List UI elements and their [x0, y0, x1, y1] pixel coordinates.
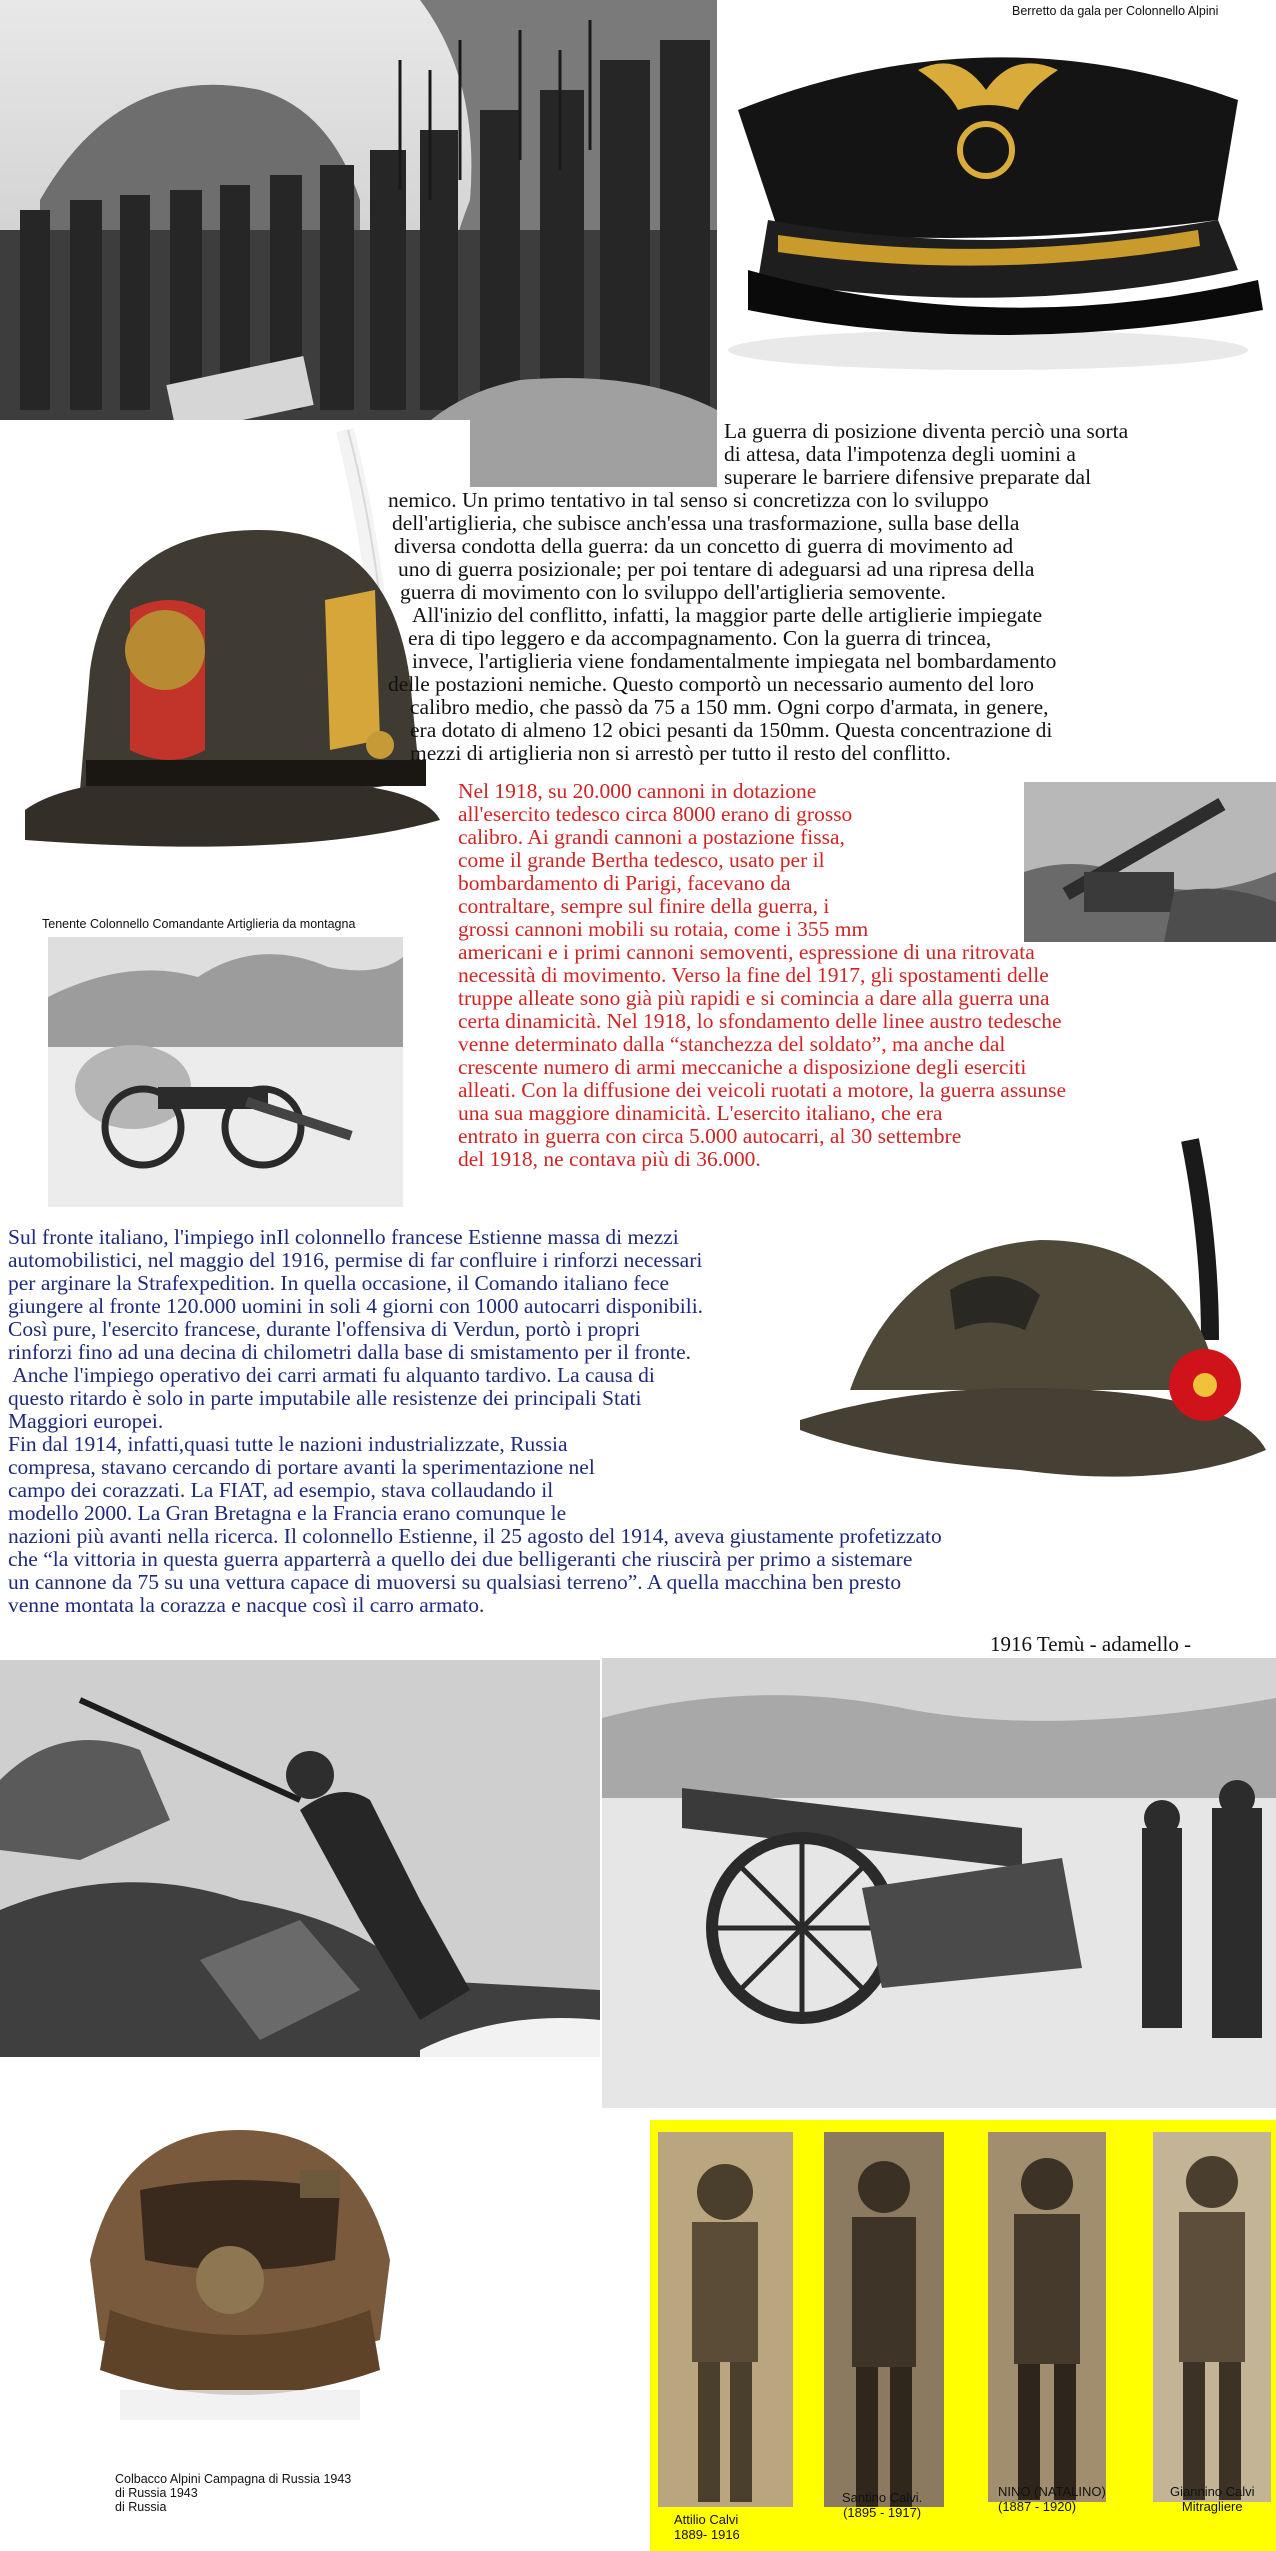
red-line-9: necessità di movimento. Verso la fine del 1917, gli spostamenti delle: [458, 963, 1049, 987]
black-line-8: guerra di movimento con lo sviluppo dell'artiglieria semovente.: [400, 580, 947, 604]
black-line-6: diversa condotta della guerra: da un concetto di guerra di movimento ad: [394, 534, 1014, 558]
black-line-14: era dotato di almeno 12 obici pesanti da 150mm. Questa concentrazione di: [410, 718, 1053, 742]
caption-colbacco-line-3: di Russia: [115, 2500, 167, 2514]
navy-line-10: Fin dal 1914, infatti,quasi tutte le nazioni industrializzate, Russia: [8, 1432, 568, 1456]
portrait-name-2: Santino Calvi.: [842, 2490, 923, 2505]
navy-line-8: questo ritardo è solo in parte imputabile alle resistenze dei principali Stati: [8, 1386, 642, 1410]
caption-colbacco: [115, 2472, 351, 2514]
black-line-11: invece, l'artiglieria viene fondamentalmente impiegata nel bombardamento: [412, 649, 1057, 673]
navy-line-4: giungere al fronte 120.000 uomini in soli 4 giorni con 1000 autocarri disponibili.: [8, 1294, 704, 1318]
red-line-16: entrato in guerra con circa 5.000 autocarri, al 30 settembre: [458, 1124, 962, 1148]
black-line-5: dell'artiglieria, che subisce anch'essa una trasformazione, sulla base della: [392, 511, 1020, 535]
red-line-14: alleati. Con la diffusione dei veicoli ruotati a motore, la guerra assunse: [458, 1078, 1066, 1102]
black-line-12: delle postazioni nemiche. Questo comportò un necessario aumento del loro: [388, 672, 1035, 696]
red-line-17: del 1918, ne contava più di 36.000.: [458, 1147, 761, 1171]
red-line-6: contraltare, sempre sul finire della guerra, i: [458, 894, 830, 918]
red-line-12: venne determinato dalla “stanchezza del soldato”, ma anche dal: [458, 1032, 1006, 1056]
black-line-2: di attesa, data l'impotenza degli uomini a: [724, 442, 1076, 466]
red-line-8: americani e i primi cannoni semoventi, espressione di una ritrovata: [458, 940, 1035, 964]
portrait-caption-2: [842, 2490, 922, 2520]
alpini-feather-hat-photo: [790, 1130, 1276, 1510]
navy-line-16: un cannone da 75 su una vettura capace di muoversi su qualsiasi terreno”. A quella macchina ben presto: [8, 1570, 902, 1594]
portrait-2: [824, 2132, 944, 2507]
soldier-rifle-photo: [0, 1660, 600, 2057]
portrait-name-3: NINO (NATALINO): [998, 2484, 1106, 2499]
portrait-name-1: Attilio Calvi: [674, 2512, 739, 2527]
caption-temu-adamello: 1916 Temù - adamello -: [990, 1632, 1192, 1656]
colbacco-photo: [80, 2110, 400, 2440]
navy-line-12: campo dei corazzati. La FIAT, ad esempio, stava collaudando il: [8, 1478, 554, 1502]
red-line-11: certa dinamicità. Nel 1918, lo sfondamento delle linee austro tedesche: [458, 1009, 1062, 1033]
portrait-caption-1: [674, 2512, 740, 2542]
big-cannon-photo: [602, 1658, 1276, 2108]
red-line-15: una sua maggiore dinamicità. L'esercito italiano, che era: [458, 1101, 943, 1125]
caption-artillery-hat: Tenente Colonnello Comandante Artiglieria da montagna: [42, 917, 356, 931]
portrait-name-4: Giannino Calvi: [1170, 2484, 1255, 2499]
black-line-4: nemico. Un primo tentativo in tal senso si concretizza con lo sviluppo: [388, 488, 989, 512]
navy-line-1: Sul fronte italiano, l'impiego inIl colonnello francese Estienne massa di mezzi: [8, 1225, 679, 1249]
trench-cannon-photo: [1024, 782, 1276, 942]
navy-line-15: che “la vittoria in questa guerra apparterrà a quello dei due belligeranti che riuscirà per primo a sistemare: [8, 1547, 913, 1571]
red-line-1: Nel 1918, su 20.000 cannoni in dotazione: [458, 779, 817, 803]
black-line-3: superare le barriere difensive preparate dal: [724, 465, 1092, 489]
black-line-7: uno di guerra posizionale; per poi tentare di adeguarsi ad una ripresa della: [398, 557, 1035, 581]
alpini-troops-photo: [0, 0, 717, 487]
portrait-years-2: (1895 - 1917): [843, 2505, 922, 2520]
portrait-caption-4: [1170, 2484, 1255, 2514]
red-line-3: calibro. Ai grandi cannoni a postazione fissa,: [458, 825, 845, 849]
navy-line-6: rinforzi fino ad una decina di chilometri dalla base di smistamento per il fronte.: [8, 1340, 692, 1364]
gala-hat-photo: [718, 20, 1276, 390]
navy-line-5: Così pure, l'esercito francese, durante l'offensiva di Verdun, portò i propri: [8, 1317, 641, 1341]
portrait-1: [658, 2132, 793, 2507]
black-line-10: era di tipo leggero e da accompagnamento. Con la guerra di trincea,: [408, 626, 992, 650]
navy-line-2: automobilistici, nel maggio del 1916, permise di far confluire i rinforzi necessari: [8, 1248, 703, 1272]
caption-gala-hat: Berretto da gala per Colonnello Alpini: [1012, 4, 1219, 18]
portrait-caption-3: [998, 2484, 1106, 2514]
portrait-years-4: Mitragliere: [1181, 2499, 1243, 2514]
navy-line-14: nazioni più avanti nella ricerca. Il colonnello Estienne, il 25 agosto del 1914, aveva giustamente profetizzato: [8, 1524, 942, 1548]
navy-line-9: Maggiori europei.: [8, 1409, 164, 1433]
portrait-years-1: 1889- 1916: [674, 2527, 740, 2542]
portrait-4: [1153, 2132, 1271, 2502]
black-line-1: La guerra di posizione diventa perciò una sorta: [724, 419, 1129, 443]
red-line-7: grossi cannoni mobili su rotaia, come i 355 mm: [458, 917, 869, 941]
mountain-gun-photo: [48, 937, 403, 1207]
navy-line-7: Anche l'impiego operativo dei carri armati fu alquanto tardivo. La causa di: [8, 1363, 655, 1387]
red-line-2: all'esercito tedesco circa 8000 erano di grosso: [458, 802, 853, 826]
portrait-years-3: (1887 - 1920): [998, 2499, 1077, 2514]
red-line-4: come il grande Bertha tedesco, usato per il: [458, 848, 825, 872]
navy-line-13: modello 2000. La Gran Bretagna e la Francia erano comunque le: [8, 1501, 567, 1525]
red-line-10: truppe alleate sono già più rapidi e si comincia a dare alla guerra una: [458, 986, 1050, 1010]
portrait-3: [988, 2132, 1106, 2502]
black-line-15: mezzi di artiglieria non si arrestò per tutto il resto del conflitto.: [410, 741, 951, 765]
caption-colbacco-line-2: di Russia 1943: [115, 2486, 198, 2500]
portraits-panel: [650, 2120, 1276, 2551]
red-line-13: crescente numero di armi meccaniche a disposizione degli eserciti: [458, 1055, 1027, 1079]
red-line-5: bombardamento di Parigi, facevano da: [458, 871, 791, 895]
black-line-9: All'inizio del conflitto, infatti, la maggior parte delle artiglierie impiegate: [412, 603, 1043, 627]
navy-line-17: venne montata la corazza e nacque così il carro armato.: [8, 1593, 485, 1617]
navy-line-11: compresa, stavano cercando di portare avanti la sperimentazione nel: [8, 1455, 595, 1479]
black-line-13: calibro medio, che passò da 75 a 150 mm. Ogni corpo d'armata, in genere,: [410, 695, 1049, 719]
navy-line-3: per arginare la Strafexpedition. In quella occasione, il Comando italiano fece: [8, 1271, 670, 1295]
caption-colbacco-line-1: Colbacco Alpini Campagna di Russia 1943: [115, 2472, 352, 2486]
